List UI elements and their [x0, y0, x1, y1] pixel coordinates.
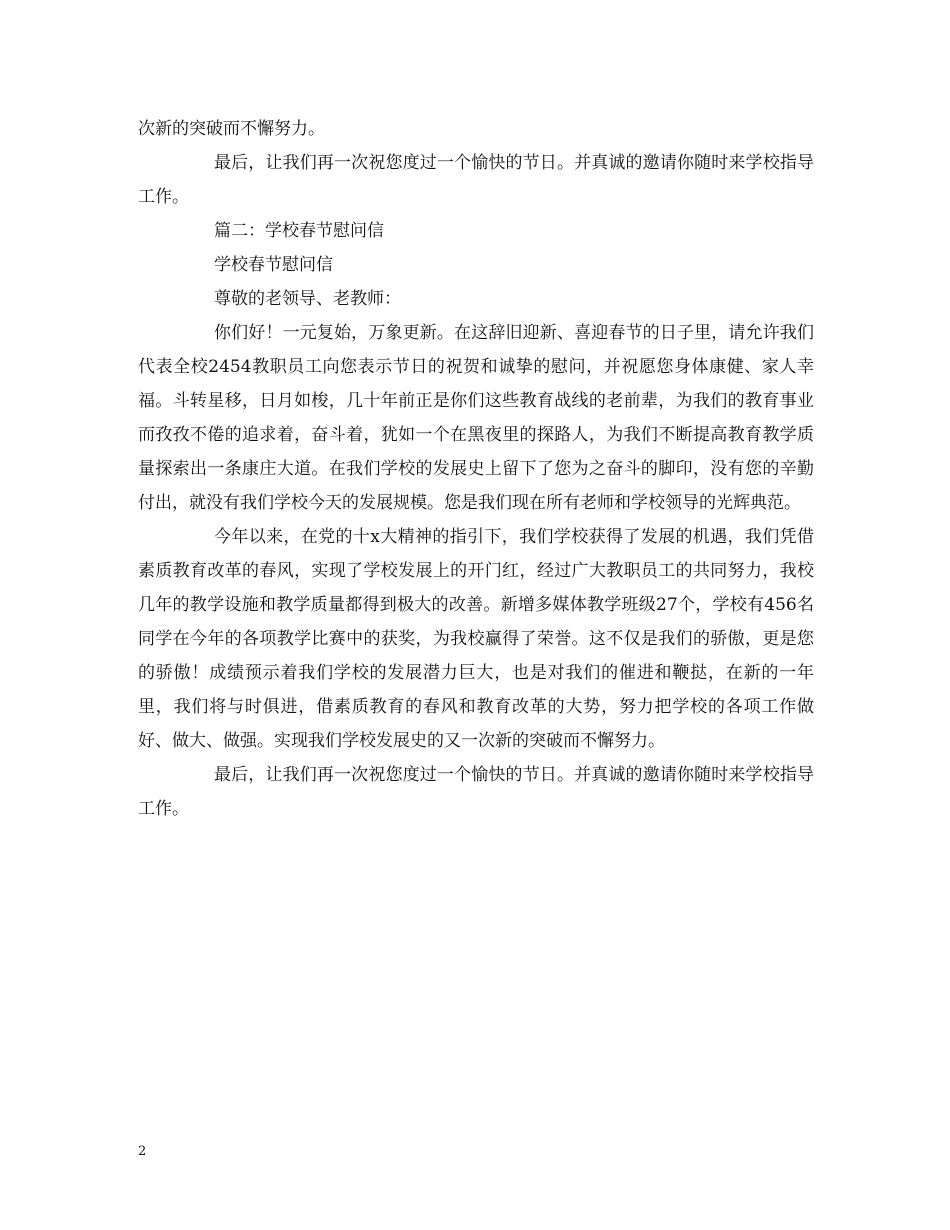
continuation-paragraph: 次新的突破而不懈努力。 — [138, 119, 325, 139]
section-heading: 篇二：学校春节慰问信 — [214, 221, 384, 241]
closing-paragraph-2: 最后，让我们再一次祝您度过一个愉快的节日。并真诚的邀请你随时来学校指导工作。 — [138, 765, 814, 819]
page-number: 2 — [138, 1144, 147, 1159]
body-paragraph-1: 你们好！一元复始，万象更新。在这辞旧迎新、喜迎春节的日子里，请允许我们代表全校2454教职员工向您表示节日的祝贺和诚挚的慰问，并祝愿您身体康健、家人幸福。斗转星移，日月如梭，几十年前正是你们这些教育战线的老前辈，为我们的教育事业而孜孜不倦的追求着，奋斗着，犹如一个在黑夜里的探路人，为我们不断提高教育教学质量探索出一条康庄大道。在我们学校的发展史上留下了您为之奋斗的脚印，没有您的辛勤付出，就没有我们学校今天的发展规模。您是我们现在所有老师和学校领导的光辉典范。 — [138, 323, 814, 513]
letter-title: 学校春节慰问信 — [214, 255, 333, 275]
body-paragraph-2: 今年以来，在党的十x大精神的指引下，我们学校获得了发展的机遇，我们凭借素质教育改革的春风，实现了学校发展上的开门红，经过广大教职员工的共同努力，我校几年的教学设施和教学质量都得到极大的改善。新增多媒体教学班级27个，学校有456名同学在今年的各项教学比赛中的获奖，为我校赢得了荣誉。这不仅是我们的骄傲，更是您的骄傲！成绩预示着我们学校的发展潜力巨大，也是对我们的催进和鞭挞，在新的一年里，我们将与时俱进，借素质教育的春风和教育改革的大势，努力把学校的各项工作做好、做大、做强。实现我们学校发展史的又一次新的突破而不懈努力。 — [138, 527, 814, 751]
closing-paragraph-1: 最后，让我们再一次祝您度过一个愉快的节日。并真诚的邀请你随时来学校指导工作。 — [138, 153, 814, 207]
document-body — [138, 112, 814, 826]
salutation: 尊敬的老领导、老教师： — [214, 289, 401, 309]
